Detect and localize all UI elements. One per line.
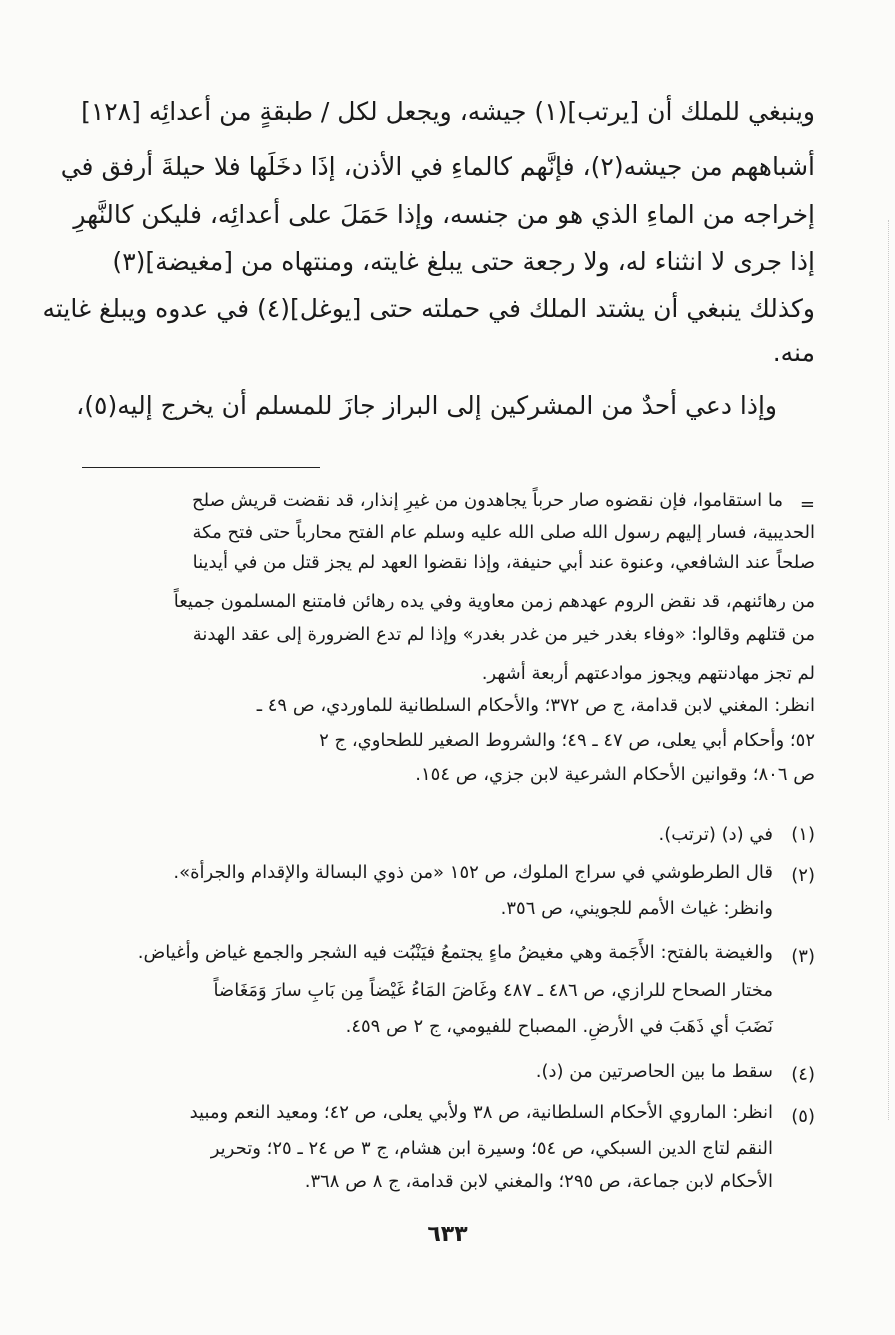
footnote-line: وانظر: غياث الأمم للجويني، ص ٣٥٦.	[500, 898, 773, 919]
footnote-number: (٤)	[791, 1064, 815, 1085]
scan-margin-edge	[882, 220, 889, 1120]
footnote-line: النقم لتاج الدين السبكي، ص ٥٤؛ وسيرة ابن هشام، ج ٣ ص ٢٤ ـ ٢٥؛ وتحرير	[210, 1138, 773, 1159]
main-text-line: إخراجه من الماءِ الذي هو من جنسه، وإذا حَمَلَ على أعدائِه، فليكن كالنَّهرِ	[73, 200, 815, 229]
note-line: الحديبية، فسار إليهم رسول الله صلى الله عليه وسلم عام الفتح محارباً حتى فتح مكة	[192, 522, 815, 543]
footnote-line: والغيضة بالفتح: الأَجَمة وهي مغيضُ ماءٍ يجتمعُ فيَنْبُت فيه الشجر والجمع غياض وأغياض.	[137, 942, 773, 963]
note-line: صلحاً عند الشافعي، وعنوة عند أبي حنيفة، وإذا نقضوا العهد لم يجز قتل من في أيدينا	[192, 552, 815, 573]
main-text-line: منه.	[772, 338, 815, 367]
continuation-marker: =	[799, 494, 815, 515]
footnote-number: (٣)	[791, 946, 815, 967]
note-line: من قتلهم وقالوا: «وفاء بغدر خير من غدر بغدر» وإذا لم تدع الضرورة إلى عقد الهدنة	[192, 624, 815, 645]
footnote-line: انظر: الماروي الأحكام السلطانية، ص ٣٨ ولأبي يعلى، ص ٤٢؛ ومعيد النعم ومبيد	[189, 1102, 773, 1123]
footnote-line: قال الطرطوشي في سراج الملوك، ص ١٥٢ «من ذوي البسالة والإقدام والجرأة».	[173, 862, 773, 883]
footnote-line: في (د) (ترتب).	[658, 824, 773, 845]
footnote-number: (١)	[791, 824, 815, 845]
note-line: ما استقاموا، فإن نقضوه صار حرباً يجاهدون من غيرِ إنذار، قد نقضت قريش صلح	[192, 490, 783, 511]
footnote-line: سقط ما بين الحاصرتين من (د).	[535, 1061, 773, 1082]
footnote-separator	[82, 467, 320, 468]
page-number: ٦٣٣	[427, 1222, 468, 1247]
note-line: ص ٨٠٦؛ وقوانين الأحكام الشرعية لابن جزي، ص ١٥٤.	[415, 764, 815, 785]
footnote-line: مختار الصحاح للرازي، ص ٤٨٦ ـ ٤٨٧ وغَاضَ المَاءُ غَيْضاً مِن بَابِ سارَ وَمَغَاضاً	[213, 980, 773, 1001]
footnote-number: (٢)	[791, 865, 815, 886]
main-text-line: وكذلك ينبغي أن يشتد الملك في حملته حتى [يوغل](٤) في عدوه ويبلغ غايته	[42, 294, 815, 323]
note-line: ٥٢؛ وأحكام أبي يعلى، ص ٤٧ ـ ٤٩؛ والشروط الصغير للطحاوي، ج ٢	[319, 730, 815, 751]
footnote-number: (٥)	[791, 1106, 815, 1127]
main-text-line: أشباههم من جيشه(٢)، فإنَّهم كالماءِ في الأذن، إذَا دخَلَها فلا حيلةَ أرفق في	[60, 152, 815, 181]
main-text-line: وإذا دعي أحدٌ من المشركين إلى البراز جازَ للمسلم أن يخرج إليه(٥)،	[76, 391, 777, 420]
footnote-line: نَضَبَ أي ذَهَبَ في الأرضِ. المصباح للفيومي، ج ٢ ص ٤٥٩.	[345, 1016, 773, 1037]
note-line: من رهائنهم، قد نقض الروم عهدهم زمن معاوية وفي يده رهائن فامتنع المسلمون جميعاً	[173, 591, 815, 612]
main-text-line: وينبغي للملك أن [يرتب](١) جيشه، ويجعل لكل / طبقةٍ من أعدائِه [١٢٨]	[81, 97, 815, 126]
footnote-line: الأحكام لابن جماعة، ص ٢٩٥؛ والمغني لابن قدامة، ج ٨ ص ٣٦٨.	[304, 1171, 773, 1192]
note-line: انظر: المغني لابن قدامة، ج ص ٣٧٢؛ والأحكام السلطانية للماوردي، ص ٤٩ ـ	[256, 695, 815, 716]
note-line: لم تجز مهادنتهم ويجوز موادعتهم أربعة أشهر.	[481, 663, 815, 684]
main-text-line: إذا جرى لا انثناء له، ولا رجعة حتى يبلغ غايته، ومنتهاه من [مغيضة](٣)	[112, 247, 815, 276]
